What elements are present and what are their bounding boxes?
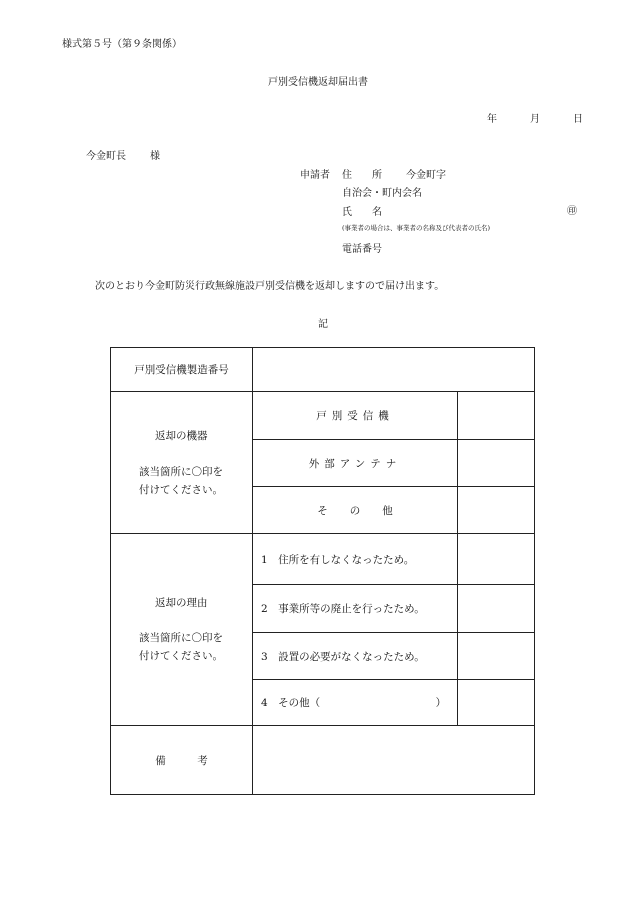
equipment-item-other: その他	[317, 504, 415, 517]
equipment-item-antenna: 外部アンテナ	[308, 457, 402, 470]
reason-mark-3[interactable]	[458, 633, 535, 679]
addressee-name: 今金町長	[86, 151, 126, 162]
equipment-title: 返却の機器	[155, 429, 208, 442]
address-value: 今金町字	[406, 170, 446, 181]
statement: 次のとおり今金町防災行政無線施設戸別受信機を返却しますので届け出ます。	[95, 281, 445, 292]
addressee-suffix: 様	[150, 151, 160, 162]
equipment-mark-receiver[interactable]	[458, 392, 535, 439]
date-year: 年	[487, 114, 497, 125]
reason-item-2: 2 事業所等の廃止を行ったため。	[261, 603, 425, 615]
document-title: 戸別受信機返却届出書	[268, 77, 368, 88]
reason-item-1: 1 住所を有しなくなったため。	[261, 553, 415, 566]
reason-mark-2[interactable]	[458, 585, 535, 632]
equipment-instruction-line1: 該当箇所に〇印を	[139, 465, 223, 478]
serial-label: 戸別受信機製造番号	[134, 364, 229, 376]
serial-input-cell[interactable]	[253, 348, 535, 391]
equipment-instruction-line2: 付けてください。	[139, 483, 223, 496]
date-day: 日	[573, 114, 583, 125]
reason-mark-1[interactable]	[458, 534, 535, 584]
applicant-note: (事業者の場合は、事業者の名称及び代表者の氏名)	[342, 224, 491, 232]
remarks-label: 備 考	[155, 755, 208, 767]
phone-label: 電話番号	[342, 244, 382, 255]
ki-mark: 記	[318, 319, 328, 330]
equipment-mark-antenna[interactable]	[458, 440, 535, 486]
equipment-mark-other[interactable]	[458, 487, 535, 533]
association-label: 自治会・町内会名	[342, 188, 422, 199]
form-number: 様式第５号（第９条関係）	[62, 39, 182, 50]
name-label: 氏 名	[342, 207, 382, 218]
equipment-item-receiver: 戸別受信機	[316, 410, 394, 422]
reason-title: 返却の理由	[155, 596, 208, 609]
reason-mark-4[interactable]	[458, 680, 535, 725]
reason-item-3: 3 設置の必要がなくなったため。	[261, 650, 425, 663]
reason-instruction-line2: 付けてください。	[139, 649, 223, 662]
return-form-table	[110, 347, 535, 795]
remarks-input-cell[interactable]	[253, 726, 535, 795]
reason-item-4: 4 その他（ ）	[261, 697, 447, 709]
reason-instruction-line1: 該当箇所に〇印を	[139, 631, 223, 644]
applicant-label: 申請者	[300, 170, 330, 181]
date-month: 月	[530, 114, 540, 125]
seal-mark: ㊞	[567, 206, 577, 217]
address-label: 住 所	[342, 170, 382, 181]
